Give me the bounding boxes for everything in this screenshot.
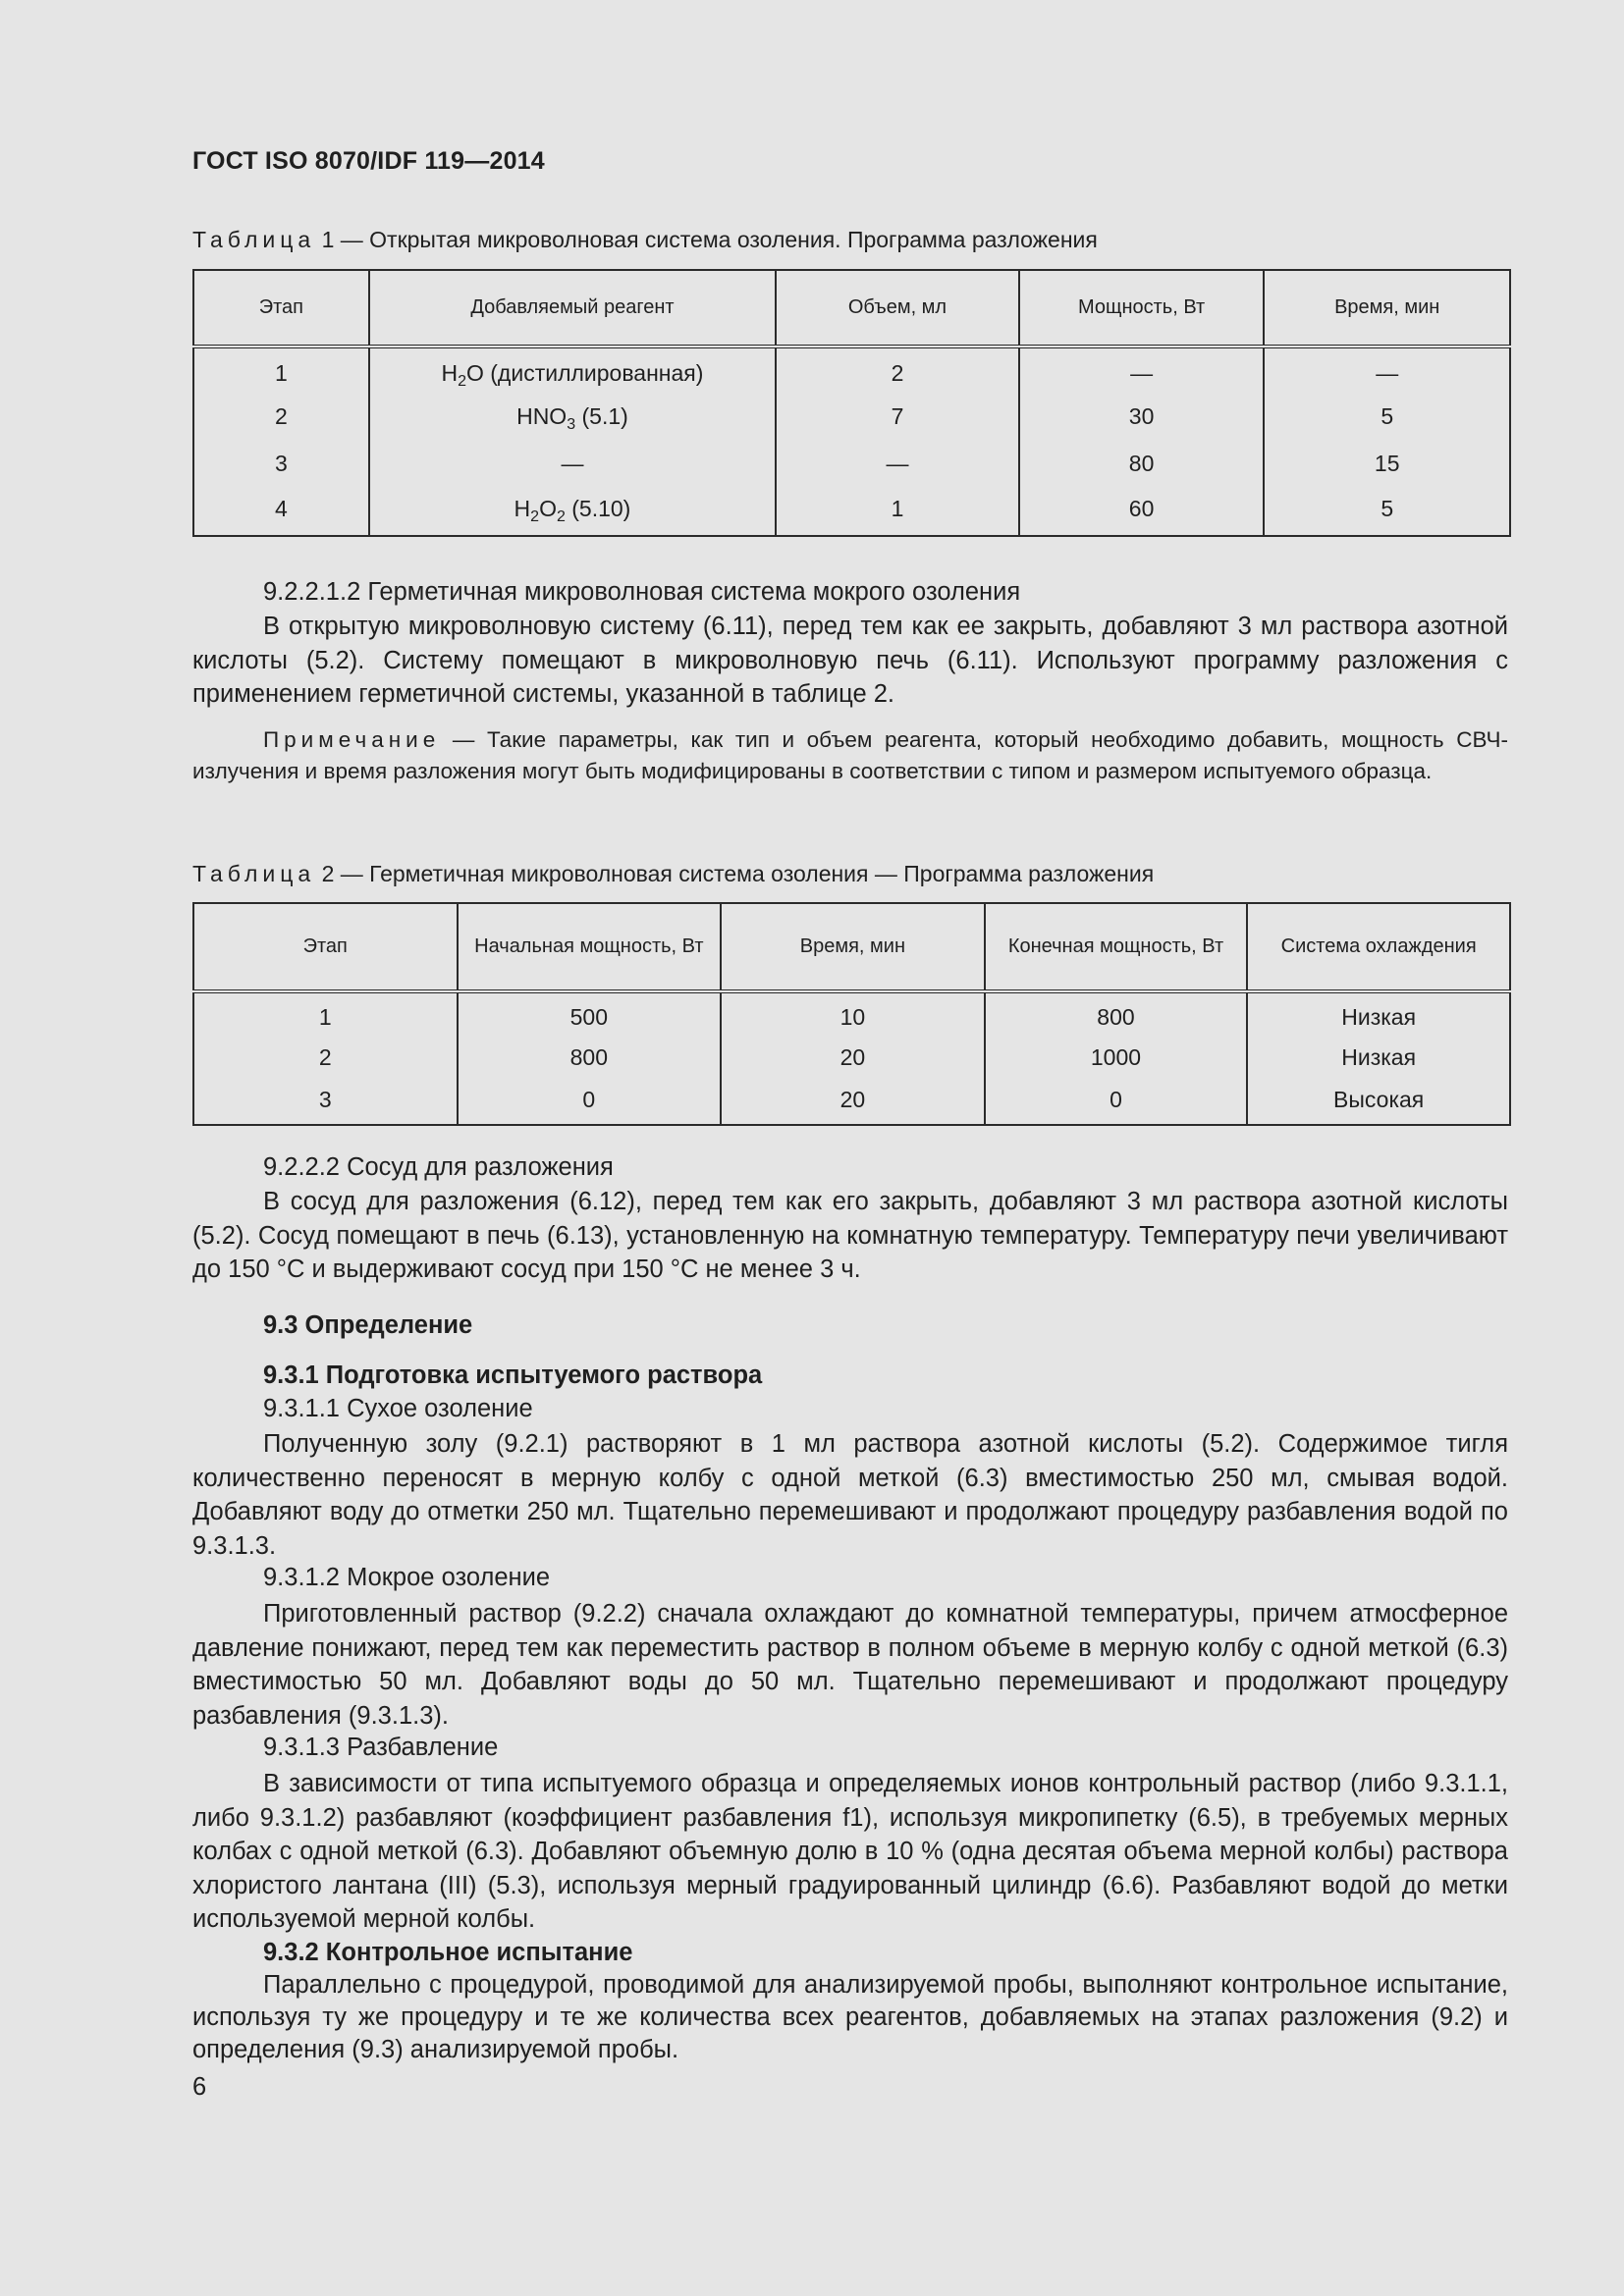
- table1-header-cell: Мощность, Вт: [1019, 270, 1265, 347]
- heading-9-3-2: 9.3.2 Контрольное испытание: [263, 1939, 633, 1966]
- reagent-cell: [369, 347, 777, 393]
- reagent-text: H: [441, 360, 459, 386]
- table-cell: 0: [985, 1080, 1248, 1125]
- reagent-text: (5.10): [565, 496, 631, 521]
- table2-header-cell: Система охлаждения: [1247, 903, 1510, 991]
- section-9312-body: Приготовленный раствор (9.2.2) сначала охлаждают до комнатной температуры, причем атмосферное давление понижают, перед тем как переместить раствор в полном объеме в мерную колбу с одной меткой (6.3) вместимостью 50 мл. Добавляют воды до 50 мл. Тщательно перемешивают и продолжают процедуру разбавления (9.3.1.3).: [192, 1600, 1508, 1730]
- reagent-subscript: 3: [567, 415, 576, 433]
- section-92212-body: В открытую микроволновую систему (6.11), перед тем как ее закрыть, добавляют 3 мл раствора азотной кислоты (5.2). Систему помещают в микроволновую печь (6.11). Используют программу разложения с применением герметичной системы, указанной в таблице 2.: [192, 613, 1508, 708]
- table-cell: —: [1019, 347, 1265, 393]
- table-row: [193, 1080, 1510, 1125]
- subheading-9-3-1-2: 9.3.1.2 Мокрое озоление: [263, 1564, 551, 1591]
- table-cell: 800: [985, 991, 1248, 1036]
- table-cell: Низкая: [1247, 1036, 1510, 1080]
- table-cell: 80: [1019, 440, 1265, 487]
- table-cell: 60: [1019, 487, 1265, 536]
- table-row: [193, 347, 1510, 393]
- table2-header-row: [193, 903, 1510, 991]
- table2-caption: [192, 861, 1154, 887]
- heading-9-3-1: 9.3.1 Подготовка испытуемого раствора: [263, 1362, 763, 1389]
- table-cell: 0: [458, 1080, 722, 1125]
- table-cell: 10: [721, 991, 985, 1036]
- reagent-subscript: 2: [530, 508, 540, 525]
- table2-header-cell: Время, мин: [721, 903, 985, 991]
- reagent-cell: [369, 393, 777, 440]
- table-cell: 20: [721, 1036, 985, 1080]
- table1-caption-word: Таблица: [192, 227, 316, 252]
- table-cell: 15: [1264, 440, 1510, 487]
- table-cell: 3: [193, 1080, 458, 1125]
- table-row: [193, 991, 1510, 1036]
- reagent-subscript: 2: [556, 508, 566, 525]
- table-cell: 30: [1019, 393, 1265, 440]
- section-9222-body: В сосуд для разложения (6.12), перед тем как его закрыть, добавляют 3 мл раствора азотной кислоты (5.2). Сосуд помещают в печь (6.13), установленную на комнатную температуру. Температуру печи увеличивают до 150 °С и выдерживают сосуд при 150 °С не менее 3 ч.: [192, 1188, 1508, 1283]
- table1-header-cell: Объем, мл: [776, 270, 1019, 347]
- table-cell: Низкая: [1247, 991, 1510, 1036]
- table1-header-cell: Этап: [193, 270, 369, 347]
- reagent-text: O: [539, 496, 557, 521]
- table2-header-cell: Этап: [193, 903, 458, 991]
- table2-caption-text: 2 — Герметичная микроволновая система озоления — Программа разложения: [315, 861, 1155, 886]
- reagent-text: (5.1): [575, 402, 628, 429]
- table-row: [193, 440, 1510, 487]
- table2-header-cell: Конечная мощность, Вт: [985, 903, 1248, 991]
- table-row: [193, 487, 1510, 536]
- heading-9-3: 9.3 Определение: [263, 1311, 473, 1339]
- table-cell: 4: [193, 487, 369, 536]
- page-number: 6: [192, 2073, 207, 2101]
- section-92212-title: 9.2.2.1.2 Герметичная микроволновая система мокрого озоления: [263, 578, 1021, 606]
- section-9311-body: Полученную золу (9.2.1) растворяют в 1 мл раствора азотной кислоты (5.2). Содержимое тигля количественно переносят в мерную колбу с одной меткой (6.3) вместимостью 250 мл, смывая водой. Добавляют воду до отметки 250 мл. Тщательно перемешивают и продолжают процедуру разбавления водой по 9.3.1.3.: [192, 1430, 1508, 1560]
- table-cell: 2: [776, 347, 1019, 393]
- table-cell: 1: [193, 991, 458, 1036]
- table-cell: 3: [193, 440, 369, 487]
- table-cell: 5: [1264, 393, 1510, 440]
- subheading-9-3-1-3: 9.3.1.3 Разбавление: [263, 1734, 499, 1761]
- document-header: ГОСТ ISO 8070/IDF 119—2014: [192, 147, 545, 175]
- table-cell: 2: [193, 1036, 458, 1080]
- table-row: [193, 393, 1510, 440]
- table-cell: —: [1264, 347, 1510, 393]
- table1-header-cell: Добавляемый реагент: [369, 270, 777, 347]
- section-9313-body: В зависимости от типа испытуемого образца и определяемых ионов контрольный раствор (либо 9.3.1.1, либо 9.3.1.2) разбавляют (коэффициент разбавления f1), используя микропипетку (6.5), в требуемых мерных колбах с одной меткой (6.3). Добавляют объемную долю в 10 % (одна десятая объема мерной колбы) раствора хлористого лантана (III) (5.3), используя мерный градуированный цилиндр (6.6). Разбавляют водой до метки используемой мерной колбы.: [192, 1770, 1508, 1933]
- note-text: — Такие параметры, как тип и объем реагента, который необходимо добавить, мощность СВЧ-излучения и время разложения могут быть модифицированы в соответствии с типом и размером испытуемого образца.: [192, 727, 1508, 783]
- subheading-9-3-1-1: 9.3.1.1 Сухое озоление: [263, 1395, 533, 1422]
- table-cell: 5: [1264, 487, 1510, 536]
- table-cell: 800: [458, 1036, 722, 1080]
- reagent-text: HNO: [516, 402, 568, 429]
- section-932-body: Параллельно с процедурой, проводимой для анализируемой пробы, выполняют контрольное испытание, используя ту же процедуру и те же количества всех реагентов, добавляемых на этапах разложения (9.2) и определения (9.3) анализируемой пробы.: [192, 1971, 1508, 2063]
- table-cell: 1: [776, 487, 1019, 536]
- reagent-text: H: [514, 496, 531, 521]
- reagent-text: O (дистиллированная): [465, 360, 704, 386]
- table-cell: 20: [721, 1080, 985, 1125]
- table2-caption-word: Таблица: [192, 861, 316, 886]
- table-cell: —: [776, 440, 1019, 487]
- table1: [192, 269, 1511, 537]
- reagent-subscript: 2: [458, 373, 466, 390]
- note-word: Примечание: [263, 727, 441, 752]
- table-cell: 1: [193, 347, 369, 393]
- table1-header-row: [193, 270, 1510, 347]
- table-cell: 2: [193, 393, 369, 440]
- section-9222-title: 9.2.2.2 Сосуд для разложения: [263, 1153, 614, 1181]
- table-row: [193, 1036, 1510, 1080]
- note: [192, 724, 1508, 787]
- table-cell: 7: [776, 393, 1019, 440]
- table-cell: 1000: [985, 1036, 1248, 1080]
- table2-header-cell: Начальная мощность, Вт: [458, 903, 722, 991]
- table2: [192, 902, 1511, 1126]
- table1-caption-text: 1 — Открытая микроволновая система озоления. Программа разложения: [315, 227, 1098, 252]
- table-cell: 500: [458, 991, 722, 1036]
- reagent-cell: [369, 487, 777, 536]
- table-cell: Высокая: [1247, 1080, 1510, 1125]
- table1-caption: [192, 227, 1098, 253]
- reagent-cell: —: [369, 440, 777, 487]
- table1-header-cell: Время, мин: [1264, 270, 1510, 347]
